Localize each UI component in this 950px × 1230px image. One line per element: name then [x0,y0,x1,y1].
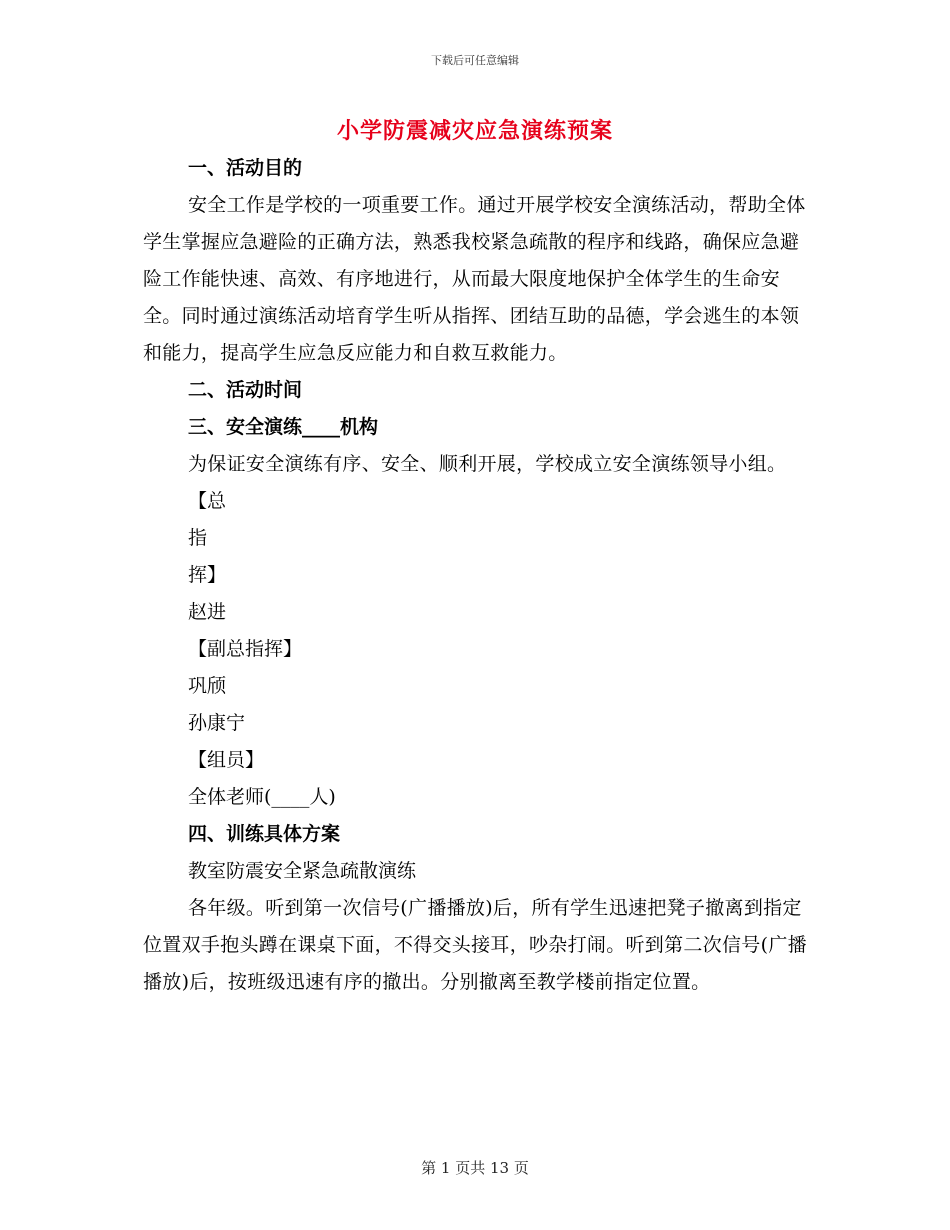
page-footer: 第 1 页共 13 页 [421,1159,529,1177]
paragraph-plan: 各年级。听到第一次信号(广播播放)后，所有学生迅速把凳子撤离到指定位置双手抱头蹲在课桌下面，不得交头接耳，吵杂打闹。听到第二次信号(广播播放)后，按班级迅速有序的撤出。分别撤离至教学楼前指定位置。 [143,897,807,993]
paragraph-purpose: 安全工作是学校的一项重要工作。通过开展学校安全演练活动，帮助全体学生掌握应急避险的正确方法，熟悉我校紧急疏散的程序和线路，确保应急避险工作能快速、高效、有序地进行，从而最大限度地保护全体学生的生命安全。同时通过演练活动培育学生听从指挥、团结互助的品德，学会逃生的本领和能力，提高学生应急反应能力和自救互救能力。 [143,194,806,364]
label-deputy-commander: 【副总指挥】 [188,638,303,660]
deputy-commander-name-1: 巩颀 [188,675,227,697]
page-header: 下载后可任意编辑 [431,54,519,67]
members-text: 全体老师(____人) [188,786,336,808]
section-heading-plan: 四、训练具体方案 [188,823,341,845]
label-members: 【组员】 [188,749,265,771]
label-commander-part1: 【总 [188,490,227,512]
commander-name: 赵进 [188,601,227,623]
document-body [143,150,808,1001]
deputy-commander-name-2: 孙康宁 [188,712,246,734]
paragraph-organization: 为保证安全演练有序、安全、顺利开展，学校成立安全演练领导小组。 [188,453,787,475]
section-heading-purpose: 一、活动目的 [188,157,303,179]
section-heading-time: 二、活动时间 [188,379,303,401]
plan-subtitle: 教室防震安全紧急疏散演练 [188,860,417,882]
section-heading-organization: 三、安全演练____机构 [188,416,379,438]
label-commander-part3: 挥】 [188,564,227,586]
document-title: 小学防震减灾应急演练预案 [336,119,613,144]
label-commander-part2: 指 [188,527,208,549]
